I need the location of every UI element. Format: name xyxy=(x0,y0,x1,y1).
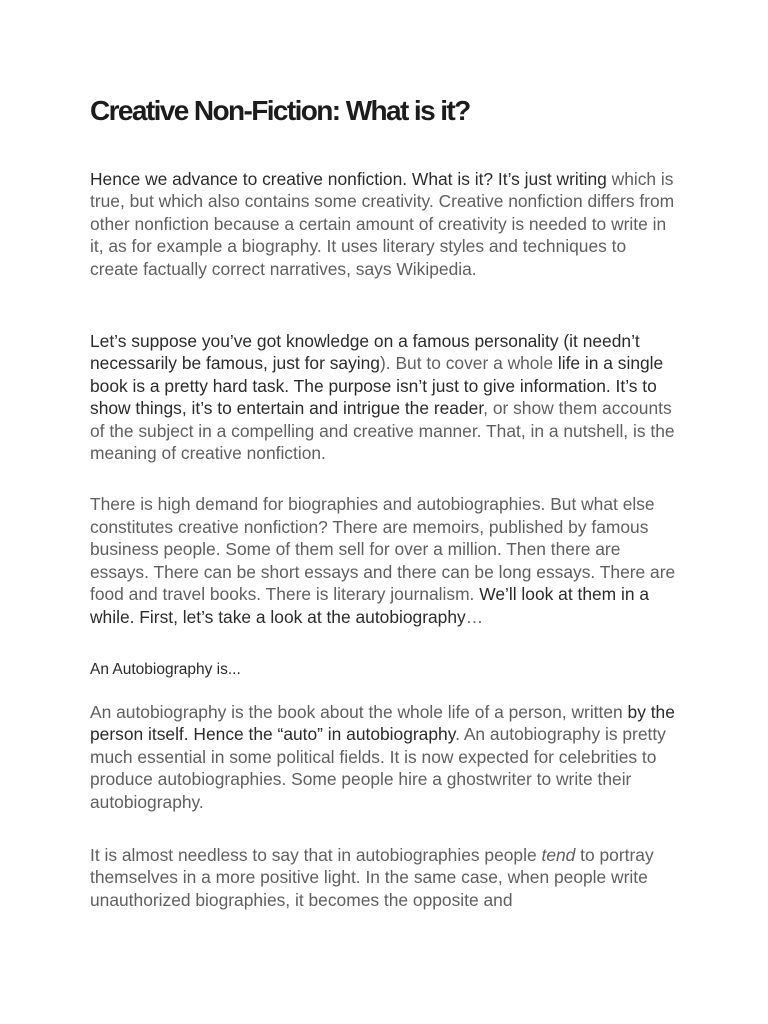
text-run: … xyxy=(465,606,484,627)
text-run: Let’s suppose you’ve got knowledge on a famous personality (it needn’t necessarily be famous, just for saying xyxy=(90,331,640,374)
paragraph-suppose xyxy=(90,330,678,464)
text-run: . An autobiography is pretty much essential in some political fields. It is now expected for celebrities to produce autobiographies. Some people hire a ghostwriter to write their autobiography. xyxy=(90,724,666,812)
text-run: There is high demand for biographies and autobiographies. But what else constitutes creative nonfiction? There are memoirs, published by famous business people. Some of them sell for over a million. Then there are essays. There can be short essays and there can be long essays. There are food and travel books. There is literary journalism. xyxy=(90,494,676,605)
text-run-emphasis: tend xyxy=(541,844,576,865)
text-run: , or show them accounts of the subject in a compelling and creative manner. That, in a nutshell, is the meaning of creative nonfiction. xyxy=(90,398,675,464)
text-run: life in a single book is a pretty hard task. The purpose isn’t just to give information. It’s to show things, it’s to entertain and intrigue the reader xyxy=(90,353,664,419)
text-run: We’ll look at them in a while. First, let’s take a look at the autobiography xyxy=(90,584,650,627)
text-run: to portray themselves in a more positive light. In the same case, when people write unauthorized biographies, it becomes the opposite and xyxy=(90,844,654,910)
text-run: which is true, but which also contains some creativity. Creative nonfiction differs from other nonfiction because a certain amount of creativity is needed to write in it, as for example a biography. It uses literary styles and techniques to create factually correct narratives, says Wikipedia. xyxy=(90,169,675,279)
text-run: by the person itself. Hence the “auto” in autobiography xyxy=(90,701,675,745)
text-run: Hence we advance to creative nonfiction. What is it? It’s just writing xyxy=(90,169,607,189)
paragraph-tend xyxy=(90,844,678,911)
text-run: An autobiography is the book about the whole life of a person, written xyxy=(90,701,628,722)
page-title: Creative Non-Fiction: What is it? xyxy=(90,95,470,126)
text-run: ). But to cover a whole xyxy=(379,353,558,374)
text-run: It is almost needless to say that in autobiographies people xyxy=(90,844,542,865)
section-subheading: An Autobiography is... xyxy=(90,660,241,678)
paragraph-demand xyxy=(90,493,678,627)
paragraph-autobiography xyxy=(90,701,678,813)
paragraph-intro xyxy=(90,168,678,280)
